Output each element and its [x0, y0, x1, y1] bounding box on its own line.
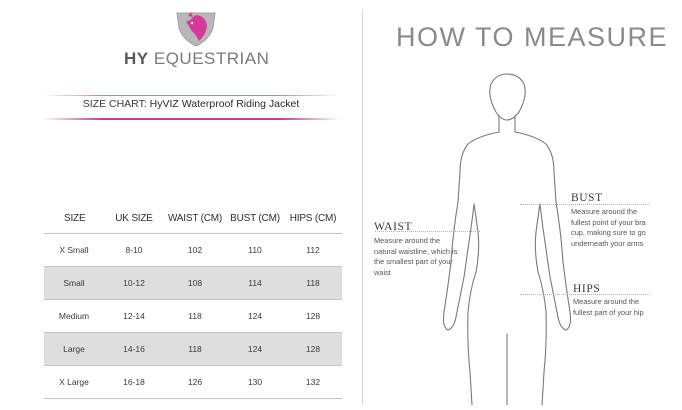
cell-bust: 124	[226, 300, 284, 333]
cell-waist: 118	[164, 333, 226, 366]
hips-heading: HIPS	[573, 283, 601, 295]
header-bust: BUST (CM)	[230, 212, 280, 224]
cell-uk-size: 16-18	[104, 366, 164, 399]
size-table	[44, 203, 342, 399]
brand-mark: HY	[124, 49, 149, 68]
header-uk-size: UK SIZE	[115, 212, 153, 224]
header-size: SIZE	[64, 212, 86, 224]
cell-uk-size: 8-10	[104, 234, 164, 267]
hips-description: Measure around the fullest part of your hip	[573, 297, 644, 317]
cell-bust: 130	[226, 366, 284, 399]
size-chart-title	[42, 98, 340, 110]
bust-measure-line	[520, 204, 650, 205]
cell-hips: 128	[284, 300, 342, 333]
table-row	[44, 267, 342, 300]
cell-hips: 112	[284, 234, 342, 267]
brand-name: EQUESTRIAN	[153, 49, 270, 68]
how-to-measure-title: HOW TO MEASURE	[396, 22, 669, 52]
header-waist: WAIST (CM)	[167, 212, 223, 224]
table-row	[44, 300, 342, 333]
size-chart-prefix: SIZE CHART:	[82, 98, 150, 110]
title-rule-top	[42, 95, 340, 96]
cell-waist: 102	[164, 234, 226, 267]
table-row	[44, 333, 342, 366]
table-row	[44, 366, 342, 399]
title-rule-bottom	[42, 118, 340, 120]
cell-size: X Large	[44, 366, 104, 399]
table-row	[44, 234, 342, 267]
cell-uk-size: 12-14	[104, 300, 164, 333]
cell-uk-size: 14-16	[104, 333, 164, 366]
cell-bust: 124	[226, 333, 284, 366]
horse-head-shield-icon	[173, 10, 219, 48]
cell-size: X Small	[44, 234, 104, 267]
waist-description: Measure around the natural waistline, which is the smallest part of your waist	[374, 236, 458, 277]
body-outline-figure	[440, 72, 580, 405]
brand-logo	[124, 49, 270, 69]
cell-hips: 128	[284, 333, 342, 366]
cell-size: Medium	[44, 300, 104, 333]
cell-waist: 108	[164, 267, 226, 300]
cell-uk-size: 10-12	[104, 267, 164, 300]
cell-hips: 118	[284, 267, 342, 300]
table-header-row	[44, 203, 342, 234]
bust-heading: BUST	[571, 192, 603, 204]
cell-hips: 132	[284, 366, 342, 399]
cell-bust: 110	[226, 234, 284, 267]
header-hips: HIPS (CM)	[289, 212, 337, 224]
cell-waist: 126	[164, 366, 226, 399]
panel-divider	[362, 10, 363, 405]
product-name: HyVIZ Waterproof Riding Jacket	[149, 98, 300, 110]
cell-size: Large	[44, 333, 104, 366]
bust-description: Measure around the fullest point of your bra cup, making sure to go underneath your arms	[571, 207, 646, 248]
waist-heading: WAIST	[374, 221, 413, 233]
cell-size: Small	[44, 267, 104, 300]
cell-bust: 114	[226, 267, 284, 300]
cell-waist: 118	[164, 300, 226, 333]
